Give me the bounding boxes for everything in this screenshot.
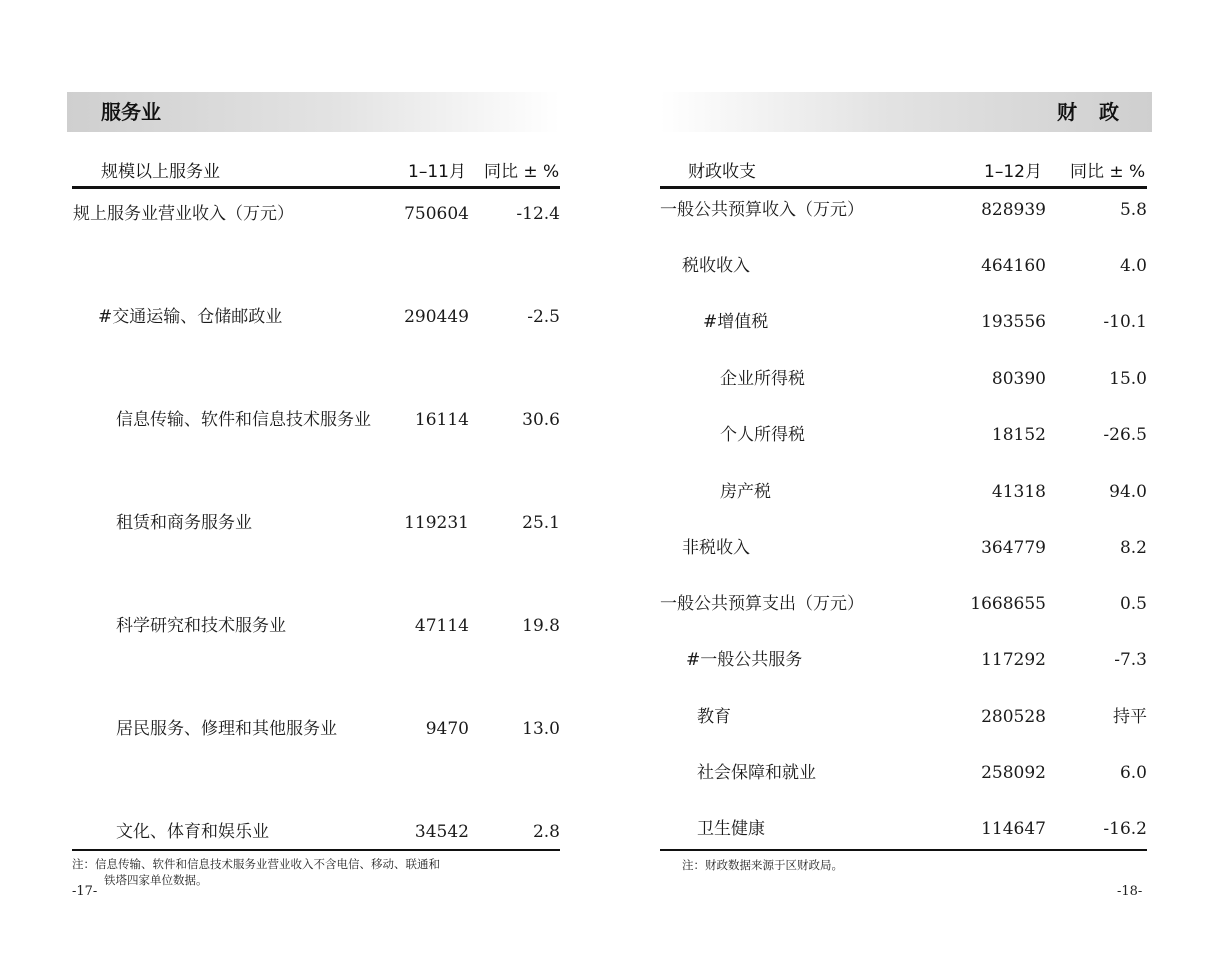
- row-label: 居民服务、修理和其他服务业: [116, 719, 337, 739]
- row-yoy: 25.1: [522, 513, 560, 533]
- row-yoy: 94.0: [1109, 482, 1147, 502]
- row-yoy: -12.4: [516, 204, 560, 224]
- row-yoy: 0.5: [1119, 594, 1147, 614]
- row-label: 科学研究和技术服务业: [116, 616, 286, 636]
- row-yoy: 2.8: [532, 822, 560, 842]
- row-yoy: 19.8: [522, 616, 560, 636]
- row-value: 80390: [991, 369, 1046, 389]
- row-value: 364779: [981, 538, 1046, 558]
- row-yoy: 6.0: [1119, 763, 1147, 783]
- row-value: 16114: [414, 410, 469, 430]
- bottom-rule: [660, 849, 1147, 851]
- column-header-period: 1–11月: [408, 162, 466, 182]
- row-yoy: 30.6: [522, 410, 560, 430]
- row-yoy: 持平: [1113, 707, 1147, 727]
- bottom-rule: [72, 849, 560, 851]
- row-value: 828939: [981, 200, 1046, 220]
- row-label: 文化、体育和娱乐业: [116, 822, 269, 842]
- row-value: 193556: [981, 312, 1046, 332]
- footnote: 注：财政数据来源于区财政局。: [682, 858, 843, 872]
- row-value: 464160: [981, 256, 1046, 276]
- row-label: 个人所得税: [720, 425, 805, 445]
- row-label: #交通运输、仓储邮政业: [98, 307, 283, 327]
- row-label: 信息传输、软件和信息技术服务业: [116, 410, 371, 430]
- row-yoy: 4.0: [1119, 256, 1147, 276]
- row-value: 18152: [991, 425, 1046, 445]
- row-label: 规上服务业营业收入（万元）: [73, 204, 294, 224]
- row-value: 47114: [414, 616, 469, 636]
- row-value: 1668655: [970, 594, 1046, 614]
- page-number: -18-: [1117, 884, 1143, 899]
- row-label: 非税收入: [682, 538, 750, 558]
- footnote: 注：信息传输、软件和信息技术服务业营业收入不含电信、移动、联通和: [72, 857, 440, 871]
- header-rule: [660, 186, 1147, 189]
- row-yoy: 5.8: [1119, 200, 1147, 220]
- row-label: 一般公共预算支出（万元）: [660, 594, 864, 614]
- page-number: -17-: [72, 884, 98, 899]
- section-title-finance: 财 政: [660, 92, 1152, 132]
- footnote-continued: 铁塔四家单位数据。: [104, 873, 208, 887]
- row-label: 税收收入: [682, 256, 750, 276]
- section-title-services: 服务业: [67, 92, 560, 132]
- table-title-services: 规模以上服务业: [101, 162, 220, 182]
- row-value: 280528: [981, 707, 1046, 727]
- row-value: 41318: [991, 482, 1046, 502]
- row-yoy: 13.0: [522, 719, 560, 739]
- row-value: 750604: [404, 204, 469, 224]
- row-yoy: -7.3: [1114, 650, 1147, 670]
- column-header-yoy: 同比 ± %: [484, 162, 560, 182]
- row-label: 卫生健康: [697, 819, 765, 839]
- row-value: 34542: [414, 822, 469, 842]
- row-value: 119231: [404, 513, 469, 533]
- row-value: 117292: [981, 650, 1046, 670]
- row-label: 教育: [697, 707, 731, 727]
- row-value: 9470: [425, 719, 469, 739]
- row-yoy: -26.5: [1103, 425, 1147, 445]
- row-label: 社会保障和就业: [697, 763, 816, 783]
- table-title-finance: 财政收支: [688, 162, 756, 182]
- row-yoy: 15.0: [1109, 369, 1147, 389]
- row-value: 258092: [981, 763, 1046, 783]
- row-label: 租赁和商务服务业: [116, 513, 252, 533]
- row-label: #增值税: [703, 312, 769, 332]
- row-value: 114647: [981, 819, 1046, 839]
- row-label: 企业所得税: [720, 369, 805, 389]
- row-label: 房产税: [720, 482, 771, 502]
- row-value: 290449: [404, 307, 469, 327]
- row-label: 一般公共预算收入（万元）: [660, 200, 864, 220]
- row-yoy: -16.2: [1103, 819, 1147, 839]
- row-yoy: 8.2: [1119, 538, 1147, 558]
- row-yoy: -2.5: [527, 307, 560, 327]
- column-header-yoy: 同比 ± %: [1070, 162, 1146, 182]
- row-label: #一般公共服务: [686, 650, 803, 670]
- header-rule: [72, 186, 560, 189]
- column-header-period: 1–12月: [984, 162, 1042, 182]
- row-yoy: -10.1: [1103, 312, 1147, 332]
